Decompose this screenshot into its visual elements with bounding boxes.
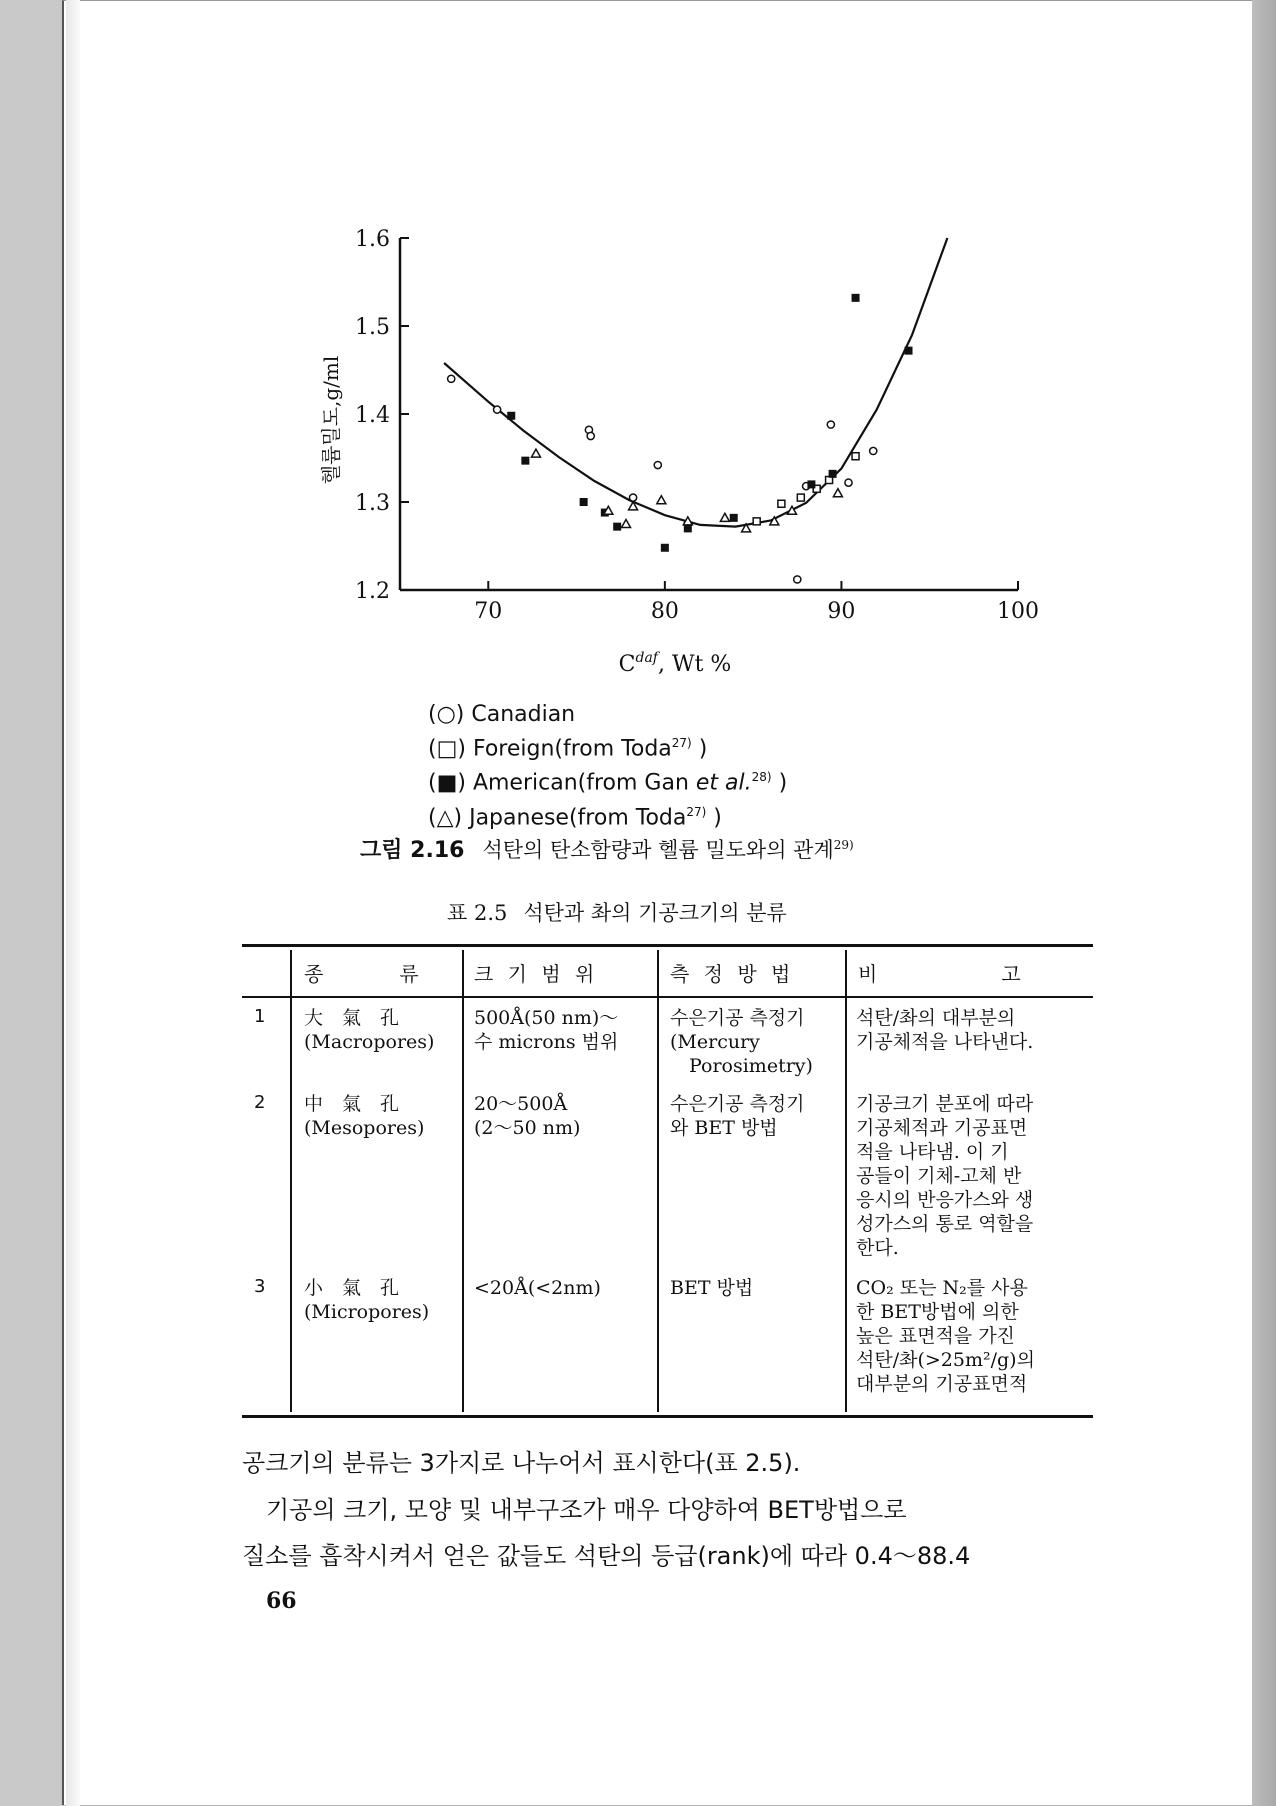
legend-marker: (△) <box>428 804 470 830</box>
x-tick-label: 90 <box>827 599 856 624</box>
american-point <box>507 412 515 420</box>
table-cell-method <box>670 1092 842 1140</box>
legend-paren: ) <box>771 770 788 796</box>
japanese-point <box>622 520 631 528</box>
canadian-point <box>587 432 594 439</box>
table-cell-line: 기공체적을 나타낸다. <box>856 1031 1034 1053</box>
chart-axes <box>400 238 1018 590</box>
table-header-rule <box>242 996 1093 998</box>
table-cell-type <box>304 1276 456 1324</box>
y-tick-label: 1.5 <box>355 315 390 340</box>
american-point <box>807 480 815 488</box>
japanese-point <box>531 449 540 457</box>
table-header-remark: 비 고 <box>858 962 1025 986</box>
table-cell-line: 응시의 반응가스와 생 <box>856 1189 1034 1211</box>
foreign-point <box>778 500 785 507</box>
table-cell-line: CO₂ 또는 N₂를 사용 <box>856 1277 1028 1299</box>
legend-ref: 28) <box>751 770 772 785</box>
canadian-point <box>794 576 801 583</box>
table-cell-line: 성가스의 통로 역할을 <box>856 1213 1034 1235</box>
x-tick-label: 80 <box>650 599 679 624</box>
table-header-method: 측 정 방 법 <box>670 962 795 986</box>
table-bottom-rule <box>242 1415 1093 1418</box>
y-tick-label: 1.3 <box>355 491 390 516</box>
legend-label: Japanese(from Toda <box>469 804 687 830</box>
japanese-point <box>720 513 729 521</box>
american-point <box>905 347 913 355</box>
table-cell-line: 수 microns 범위 <box>474 1031 619 1053</box>
legend-marker: (□) <box>428 736 473 762</box>
canadian-point <box>629 494 636 501</box>
table-cell-range <box>474 1276 654 1300</box>
american-point <box>661 544 669 552</box>
canadian-point <box>448 375 455 382</box>
foreign-point <box>797 494 804 501</box>
american-point <box>613 523 621 531</box>
table-cell-line: 中 氣 孔 <box>304 1093 400 1115</box>
legend-entry <box>428 798 787 832</box>
x-axis-label: $C^{daf}$, Wt % <box>618 650 732 677</box>
table-cell-line: 공들이 기체-고체 반 <box>856 1165 1022 1187</box>
table-cell-line: 석탄/촤(>25m²/g)의 <box>856 1349 1035 1371</box>
japanese-point <box>833 489 842 497</box>
table-cell-line: (Mesopores) <box>304 1117 425 1139</box>
table-cell-line: 20～500Å <box>474 1093 568 1115</box>
table-cell-method <box>670 1276 842 1300</box>
y-axis-label: 헬륨밀도,g/ml <box>319 355 343 485</box>
table-row-number: 1 <box>254 1006 266 1027</box>
body-paragraph-line: 질소를 흡착시켜서 얻은 값들도 석탄의 등급(rank)에 따라 0.4～88.4 <box>242 1542 971 1570</box>
table-cell-line: 한다. <box>856 1237 899 1259</box>
table-cell-line: 한 BET방법에 의한 <box>856 1301 1019 1323</box>
table-row-number: 2 <box>254 1092 266 1113</box>
table-col-divider <box>462 950 464 1412</box>
table-cell-line: 500Å(50 nm)～ <box>474 1007 619 1029</box>
y-tick-label: 1.2 <box>355 579 390 604</box>
table-cell-type <box>304 1006 456 1054</box>
table-cell-line: <20Å(<2nm) <box>474 1277 601 1299</box>
american-point <box>580 498 588 506</box>
legend-entry <box>428 700 787 729</box>
table-top-rule <box>242 944 1093 947</box>
y-tick-label: 1.4 <box>355 403 390 428</box>
figure-caption-text: 석탄의 탄소함량과 헬륨 밀도와의 관계 <box>482 838 834 862</box>
table-cell-line: 와 BET 방법 <box>670 1117 778 1139</box>
chart-points <box>448 294 913 583</box>
legend-italic: et al. <box>695 770 752 796</box>
table-cell-line: Porosimetry) <box>670 1055 813 1077</box>
table-cell-remark <box>856 1006 1090 1054</box>
table-header-range: 크 기 범 위 <box>474 962 599 986</box>
american-point <box>829 470 837 478</box>
canadian-point <box>845 479 852 486</box>
table-cell-range <box>474 1092 654 1140</box>
chart-legend <box>428 700 787 832</box>
table-cell-line: 대부분의 기공표면적 <box>856 1373 1028 1395</box>
foreign-point <box>852 453 859 460</box>
legend-ref: 27) <box>686 804 707 819</box>
legend-paren: ) <box>706 804 722 830</box>
table-caption-text: 석탄과 촤의 기공크기의 분류 <box>523 901 787 925</box>
helium-density-chart <box>0 0 1276 720</box>
table-cell-type <box>304 1092 456 1140</box>
legend-label: Foreign(from Toda <box>472 736 672 762</box>
japanese-point <box>657 496 666 504</box>
table-cell-line: 수은기공 측정기 <box>670 1093 805 1115</box>
body-paragraph-line: 공크기의 분류는 3가지로 나누어서 표시한다(표 2.5). <box>242 1449 801 1477</box>
table-cell-line: 적을 나타냄. 이 기 <box>856 1141 1009 1163</box>
canadian-point <box>827 421 834 428</box>
pore-size-table <box>242 944 1093 1418</box>
figure-caption <box>360 833 854 864</box>
table-cell-line: 석탄/촤의 대부분의 <box>856 1007 1016 1029</box>
legend-entry <box>428 763 787 797</box>
legend-paren: ) <box>691 736 708 762</box>
figure-number: 그림 2.16 <box>360 838 465 863</box>
figure-caption-ref: 29) <box>833 838 854 852</box>
table-col-divider <box>290 950 292 1412</box>
y-tick-label: 1.6 <box>355 227 390 252</box>
legend-marker: (○) <box>428 702 472 727</box>
table-cell-range <box>474 1006 654 1054</box>
table-cell-line: 기공크기 분포에 따라 <box>856 1093 1034 1115</box>
table-number: 표 2.5 <box>447 901 508 925</box>
table-cell-line: 小 氣 孔 <box>304 1277 400 1299</box>
canadian-point <box>494 406 501 413</box>
fit-curve <box>444 238 947 527</box>
legend-marker: (■) <box>428 770 473 796</box>
table-cell-line: (Macropores) <box>304 1031 435 1053</box>
table-cell-line: 大 氣 孔 <box>304 1007 400 1029</box>
canadian-point <box>870 447 877 454</box>
page-number: 66 <box>266 1588 297 1614</box>
legend-ref: 27) <box>671 736 692 750</box>
table-caption <box>447 897 787 927</box>
chart-ticks <box>355 227 1039 624</box>
foreign-point <box>753 518 760 525</box>
table-cell-line: 기공체적과 기공표면 <box>856 1117 1028 1139</box>
table-col-divider <box>845 950 847 1412</box>
table-cell-line: 수은기공 측정기 <box>670 1007 805 1029</box>
legend-label: Canadian <box>471 702 576 727</box>
canadian-point <box>654 461 661 468</box>
table-row-number: 3 <box>254 1276 266 1297</box>
table-col-divider <box>657 950 659 1412</box>
legend-label: American(from Gan <box>472 770 696 796</box>
table-cell-remark <box>856 1092 1090 1260</box>
american-point <box>521 457 529 465</box>
american-point <box>730 514 738 522</box>
table-cell-line: BET 방법 <box>670 1277 754 1299</box>
body-paragraph-line: 기공의 크기, 모양 및 내부구조가 매우 다양하여 BET방법으로 <box>242 1496 907 1524</box>
table-cell-line: 높은 표면적을 가진 <box>856 1325 1015 1347</box>
table-cell-method <box>670 1006 842 1078</box>
x-tick-label: 100 <box>997 599 1039 624</box>
x-tick-label: 70 <box>474 599 503 624</box>
legend-entry <box>428 729 787 763</box>
table-cell-line: (Micropores) <box>304 1301 430 1323</box>
table-header-type: 종 류 <box>304 962 423 986</box>
chart-fit-curve <box>444 238 947 527</box>
american-point <box>852 294 860 302</box>
table-cell-line: (2～50 nm) <box>474 1117 581 1139</box>
table-cell-line: (Mercury <box>670 1031 760 1053</box>
table-cell-remark <box>856 1276 1090 1396</box>
